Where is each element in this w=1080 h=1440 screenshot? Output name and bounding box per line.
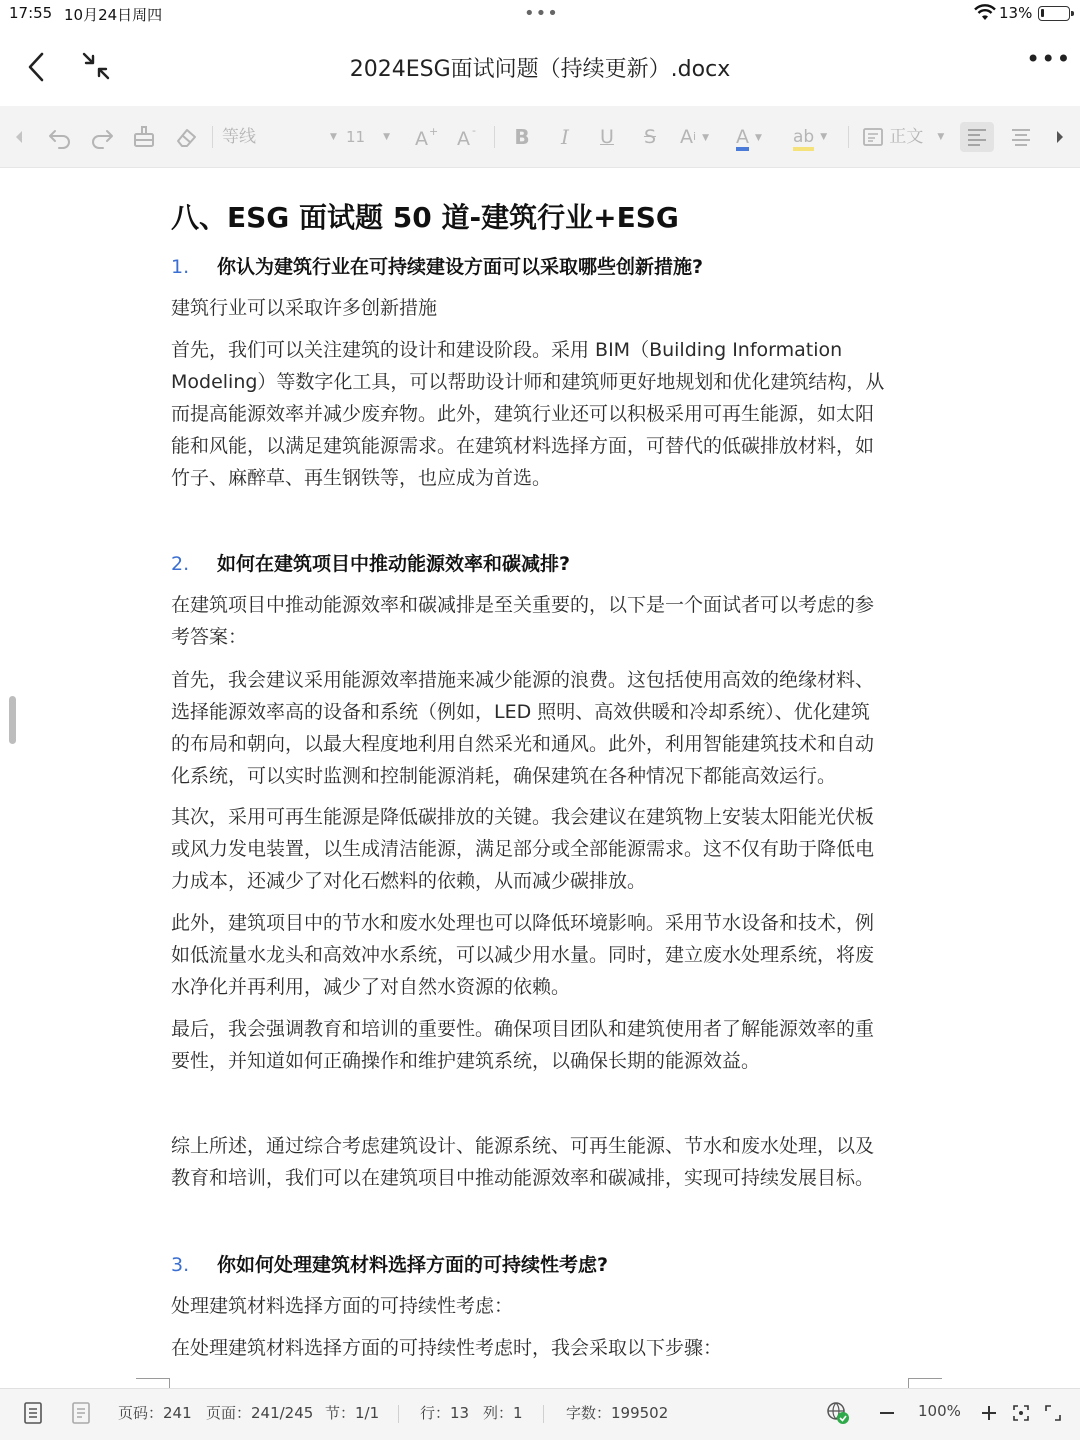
text-line: 在处理建筑材料选择方面的可持续性考虑时，我会采取以下步骤： (171, 1337, 723, 1359)
web-view-icon[interactable] (70, 1401, 92, 1425)
question-number: 2. (171, 553, 190, 575)
italic-icon[interactable]: I (561, 125, 569, 149)
scroll-right-icon[interactable] (1050, 122, 1070, 152)
eraser-icon[interactable] (172, 122, 200, 152)
highlight-icon[interactable]: ab ▼ (793, 122, 839, 152)
paragraph (171, 1332, 901, 1364)
text-line: 最后，我会强调教育和培训的重要性。确保项目团队和建筑使用者了解能源效率的重 (171, 1018, 875, 1040)
text-line: 竹子、麻醉草、再生钢铁等，也应成为首选。 (171, 467, 552, 489)
paragraph (171, 589, 901, 653)
text-line: 此外，建筑项目中的节水和废水处理也可以降低环境影响。采用节水设备和技术，例 (171, 912, 875, 934)
page-view-icon[interactable] (22, 1401, 44, 1425)
cloud-sync-icon[interactable] (826, 1401, 848, 1425)
chevron-down-icon: ▼ (702, 132, 709, 143)
status-divider (398, 1405, 399, 1423)
svg-text:A: A (415, 128, 428, 150)
more-options-button[interactable]: ••• (1026, 45, 1072, 73)
text-line: 在建筑项目中推动能源效率和碳减排是至关重要的，以下是一个面试者可以考虑的参 (171, 594, 875, 616)
section-indicator: 节：1/1 (325, 1404, 380, 1422)
battery-fill (1041, 9, 1044, 17)
align-center-icon[interactable] (1004, 122, 1038, 152)
text-line: Modeling）等数字化工具，可以帮助设计师和建筑师更好地规划和优化建筑结构，从 (171, 371, 885, 393)
text-line: 或风力发电装置，以生成清洁能源，满足部分或全部能源需求。这不仅有助于降低电 (171, 838, 875, 860)
text-line: 处理建筑材料选择方面的可持续性考虑： (171, 1295, 514, 1317)
text-line: 其次，采用可再生能源是降低碳排放的关键。我会建议在建筑物上安装太阳能光伏板 (171, 806, 875, 828)
paragraph (171, 801, 901, 897)
text-line: 的布局和朝向，以最大程度地利用自然采光和通风。此外，利用智能建筑技术和自动 (171, 733, 875, 755)
text-line: 化系统，可以实时监测和控制能源消耗，确保建筑在各种情况下都能高效运行。 (171, 765, 837, 787)
status-divider (543, 1405, 544, 1423)
redo-icon[interactable] (88, 122, 116, 152)
text-line: 建筑行业可以采取许多创新措施 (171, 297, 438, 319)
question-heading (171, 549, 570, 576)
document-canvas[interactable] (0, 168, 1080, 1388)
paragraph (171, 1130, 901, 1194)
text-line: 如低流量水龙头和高效冲水系统，可以减少用水量。同时，建立废水处理系统，将废 (171, 944, 875, 966)
toolbar-divider (848, 126, 849, 148)
question-text: 你如何处理建筑材料选择方面的可持续性考虑? (217, 1254, 609, 1276)
font-size-select[interactable] (346, 122, 400, 152)
paragraph (171, 1013, 901, 1077)
word-count: 字数：199502 (566, 1404, 669, 1422)
underline-icon[interactable]: U (600, 126, 614, 148)
zoom-level: 100% (918, 1402, 961, 1420)
toolbar-divider (212, 126, 213, 148)
multitasking-dots[interactable]: ••• (524, 3, 559, 24)
page-count: 页面：241/245 (206, 1404, 314, 1422)
text-line: 水净化并再利用，减少了对自然水资源的依赖。 (171, 976, 571, 998)
font-color-icon[interactable]: A ▼ (736, 122, 780, 152)
paragraph (171, 907, 901, 1003)
paragraph (171, 334, 901, 494)
text-line: 力成本，还减少了对化石燃料的依赖，从而减少碳排放。 (171, 870, 647, 892)
wifi-icon (974, 4, 996, 22)
title-bar (0, 28, 1080, 106)
style-icon (862, 126, 884, 148)
page-corner-mark (136, 1378, 170, 1388)
zoom-out-icon[interactable] (876, 1401, 898, 1425)
bold-icon[interactable]: B (514, 125, 530, 149)
scroll-handle[interactable] (9, 696, 16, 744)
battery-percent: 13% (999, 4, 1033, 22)
strikethrough-icon[interactable]: S (643, 126, 657, 148)
chevron-down-icon: ▼ (383, 132, 391, 142)
fit-page-icon[interactable] (1010, 1401, 1032, 1425)
question-text: 你认为建筑行业在可持续建设方面可以采取哪些创新措施? (217, 256, 704, 278)
zoom-in-icon[interactable] (978, 1401, 1000, 1425)
question-number: 3. (171, 1254, 190, 1276)
font-size-value: 11 (346, 128, 366, 146)
question-heading (171, 1250, 608, 1277)
font-name-select[interactable] (222, 122, 342, 152)
increase-font-icon[interactable] (412, 122, 440, 152)
status-date: 10月24日周四 (64, 6, 163, 24)
text-line: 要性，并知道如何正确操作和维护建筑系统，以确保长期的能源效益。 (171, 1050, 761, 1072)
row-indicator: 行：13 (420, 1404, 470, 1422)
align-left-icon[interactable] (960, 122, 994, 152)
undo-icon[interactable] (46, 122, 74, 152)
question-heading (171, 252, 703, 279)
text-line: 选择能源效率高的设备和系统（例如，LED 照明、高效供暖和冷却系统）、优化建筑 (171, 701, 870, 723)
svg-text:+: + (429, 125, 439, 138)
svg-text:-: - (472, 124, 476, 137)
paragraph (171, 1290, 901, 1322)
fullscreen-icon[interactable] (1042, 1401, 1064, 1425)
scroll-left-icon[interactable] (10, 122, 28, 152)
text-line: 能和风能，以满足建筑能源需求。在建筑材料选择方面，可替代的低碳排放材料，如 (171, 435, 875, 457)
paragraph-style-value: 正文 (889, 127, 924, 147)
text-line: 综上所述，通过综合考虑建筑设计、能源系统、可再生能源、节水和废水处理，以及 (171, 1135, 875, 1157)
chevron-down-icon: ▼ (755, 132, 762, 143)
page-code: 页码：241 (118, 1404, 192, 1422)
text-line: 考答案： (171, 626, 248, 648)
format-painter-icon[interactable] (130, 122, 158, 152)
status-time: 17:55 (9, 4, 53, 22)
page-heading: 八、ESG 面试题 50 道-建筑行业+ESG (171, 201, 679, 234)
column-indicator: 列：1 (483, 1404, 523, 1422)
paragraph-style-select[interactable] (862, 122, 952, 152)
question-number: 1. (171, 256, 190, 278)
chevron-down-icon: ▼ (820, 132, 828, 142)
text-effects-icon[interactable]: $A^i$ ▼ (680, 126, 709, 148)
paragraph (171, 664, 901, 792)
text-line: 而提高能源效率并减少废弃物。此外，建筑行业还可以积极采用可再生能源，如太阳 (171, 403, 875, 425)
status-bar (0, 0, 1080, 28)
formatting-toolbar (0, 106, 1080, 168)
toolbar-divider (494, 126, 495, 148)
bottom-status-bar (0, 1388, 1080, 1440)
text-line: 首先，我们可以关注建筑的设计和建设阶段。采用 BIM（Building Information (171, 339, 843, 361)
chevron-down-icon: ▼ (937, 132, 945, 142)
svg-text:A: A (457, 128, 470, 150)
paragraph (171, 292, 901, 324)
chevron-down-icon: ▼ (330, 132, 337, 142)
text-line: 教育和培训，我们可以在建筑项目中推动能源效率和碳减排，实现可持续发展目标。 (171, 1167, 875, 1189)
text-line: 首先，我会建议采用能源效率措施来减少能源的浪费。这包括使用高效的绝缘材料、 (171, 669, 875, 691)
decrease-font-icon[interactable] (454, 122, 482, 152)
document-title: 2024ESG面试问题（持续更新）.docx (349, 57, 731, 82)
page-corner-mark (908, 1378, 942, 1388)
question-text: 如何在建筑项目中推动能源效率和碳减排? (217, 553, 571, 575)
font-name-value: 等线 (222, 127, 256, 147)
battery-icon (1038, 6, 1070, 21)
